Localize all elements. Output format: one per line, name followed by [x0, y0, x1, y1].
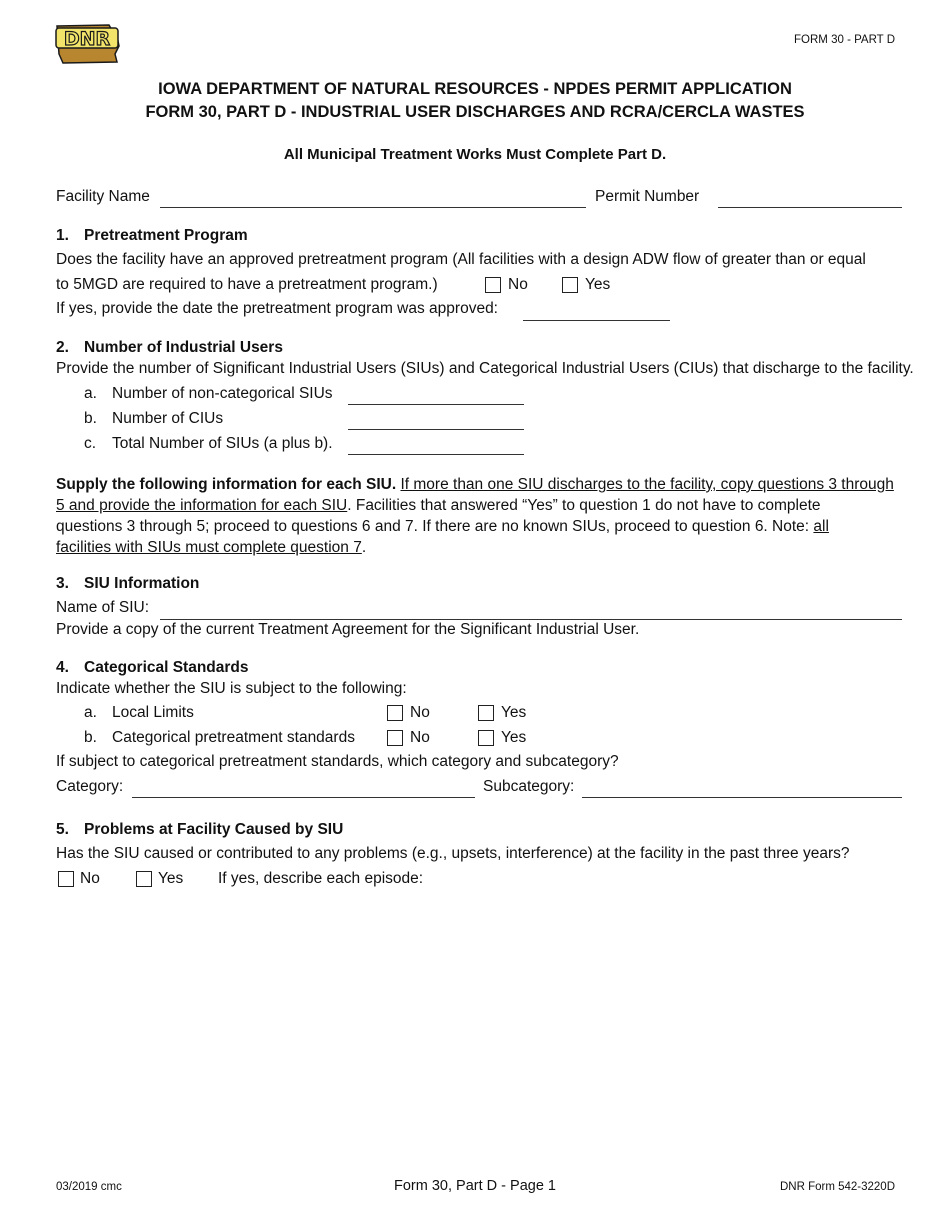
- section2-heading: Number of Industrial Users: [84, 339, 283, 356]
- categorical-standards-no-checkbox[interactable]: [387, 730, 403, 746]
- footer-page-number: Form 30, Part D - Page 1: [394, 1178, 556, 1194]
- section1-yes-label: Yes: [585, 276, 611, 293]
- facility-name-field[interactable]: [160, 207, 586, 208]
- noncategorical-sius-field[interactable]: [348, 404, 524, 405]
- item-letter: a.: [84, 385, 97, 402]
- local-limits-label: Local Limits: [112, 704, 194, 721]
- instructions-text1: . Facilities that answered “Yes” to question 1 do not have to complete: [347, 497, 821, 514]
- category-question: If subject to categorical pretreatment standards, which category and subcategory?: [56, 753, 619, 770]
- siu-instructions: [56, 474, 896, 558]
- iowa-map-logo-icon: [55, 22, 123, 66]
- section5-number: 5.: [56, 821, 69, 838]
- categorical-standards-yes-label: Yes: [501, 729, 527, 746]
- categorical-standards-yes-checkbox[interactable]: [478, 730, 494, 746]
- section1-question-line1: Does the facility have an approved pretreatment program (All facilities with a design ADW flow of greater than or equal: [56, 251, 866, 268]
- section4-heading: Categorical Standards: [84, 659, 249, 676]
- total-sius-field[interactable]: [348, 454, 524, 455]
- logo-text: DNR: [63, 28, 111, 50]
- category-field[interactable]: [132, 797, 475, 798]
- describe-episode-area[interactable]: [56, 896, 902, 1156]
- local-limits-yes-label: Yes: [501, 704, 527, 721]
- instructions-note-underline: all: [813, 518, 829, 535]
- section2-number: 2.: [56, 339, 69, 356]
- section1-question-line2: to 5MGD are required to have a pretreatment program.): [56, 276, 438, 293]
- approval-date-field[interactable]: [523, 320, 670, 321]
- category-label: Category:: [56, 778, 124, 795]
- section2-intro: Provide the number of Significant Industrial Users (SIUs) and Categorical Industrial Users (CIUs) that discharge to the facility.: [56, 360, 914, 377]
- form-title-line1: IOWA DEPARTMENT OF NATURAL RESOURCES - NPDES PERMIT APPLICATION: [158, 80, 792, 98]
- section1-number: 1.: [56, 227, 69, 244]
- cius-label: Number of CIUs: [112, 410, 224, 427]
- form-title-line2: FORM 30, PART D - INDUSTRIAL USER DISCHARGES AND RCRA/CERCLA WASTES: [145, 103, 805, 121]
- facility-name-label: Facility Name: [56, 188, 150, 205]
- local-limits-no-checkbox[interactable]: [387, 705, 403, 721]
- section3-heading: SIU Information: [84, 575, 200, 592]
- cius-field[interactable]: [348, 429, 524, 430]
- approval-date-label: If yes, provide the date the pretreatment program was approved:: [56, 300, 498, 317]
- subcategory-field[interactable]: [582, 797, 902, 798]
- instructions-lead: Supply the following information for each SIU.: [56, 476, 397, 493]
- categorical-standards-no-label: No: [410, 729, 430, 746]
- instructions-copy-note: If more than one SIU discharges to the facility, copy questions 3 through: [400, 476, 894, 493]
- dnr-logo: [55, 22, 123, 66]
- describe-episode-label: If yes, describe each episode:: [218, 870, 424, 887]
- siu-name-field[interactable]: [160, 619, 902, 620]
- noncategorical-sius-label: Number of non-categorical SIUs: [112, 385, 333, 402]
- problems-no-label: No: [80, 870, 100, 887]
- section1-no-checkbox[interactable]: [485, 277, 501, 293]
- instructions-text2: questions 3 through 5; proceed to questions 6 and 7. If there are no known SIUs, proceed to question 6. Note:: [56, 518, 810, 535]
- instructions-copy-note-cont: 5 and provide the information for each SIU: [56, 497, 348, 514]
- local-limits-yes-checkbox[interactable]: [478, 705, 494, 721]
- section5-heading: Problems at Facility Caused by SIU: [84, 821, 344, 838]
- instructions-text3: .: [361, 539, 367, 556]
- problems-yes-label: Yes: [158, 870, 184, 887]
- footer-revision-date: 03/2019 cmc: [56, 1181, 122, 1193]
- item-letter: b.: [84, 729, 97, 746]
- item-letter: a.: [84, 704, 97, 721]
- categorical-standards-label: Categorical pretreatment standards: [112, 729, 355, 746]
- permit-number-label: Permit Number: [595, 188, 700, 205]
- item-letter: b.: [84, 410, 97, 427]
- section1-no-label: No: [508, 276, 528, 293]
- subcategory-label: Subcategory:: [483, 778, 575, 795]
- form-subtitle: All Municipal Treatment Works Must Complete Part D.: [283, 146, 667, 163]
- local-limits-no-label: No: [410, 704, 430, 721]
- section3-number: 3.: [56, 575, 69, 592]
- siu-name-label: Name of SIU:: [56, 599, 150, 616]
- total-sius-label: Total Number of SIUs (a plus b).: [112, 435, 333, 452]
- section5-question: Has the SIU caused or contributed to any problems (e.g., upsets, interference) at the facility in the past three years?: [56, 845, 850, 862]
- section1-yes-checkbox[interactable]: [562, 277, 578, 293]
- section4-number: 4.: [56, 659, 69, 676]
- item-letter: c.: [84, 435, 97, 452]
- section4-intro: Indicate whether the SIU is subject to the following:: [56, 680, 407, 697]
- treatment-agreement-note: Provide a copy of the current Treatment Agreement for the Significant Industrial User.: [56, 621, 640, 638]
- problems-yes-checkbox[interactable]: [136, 871, 152, 887]
- permit-number-field[interactable]: [718, 207, 902, 208]
- section1-heading: Pretreatment Program: [84, 227, 248, 244]
- footer-form-number: DNR Form 542-3220D: [779, 1181, 895, 1193]
- problems-no-checkbox[interactable]: [58, 871, 74, 887]
- form-code: FORM 30 - PART D: [794, 34, 895, 46]
- instructions-note-underline-cont: facilities with SIUs must complete question 7: [56, 539, 362, 556]
